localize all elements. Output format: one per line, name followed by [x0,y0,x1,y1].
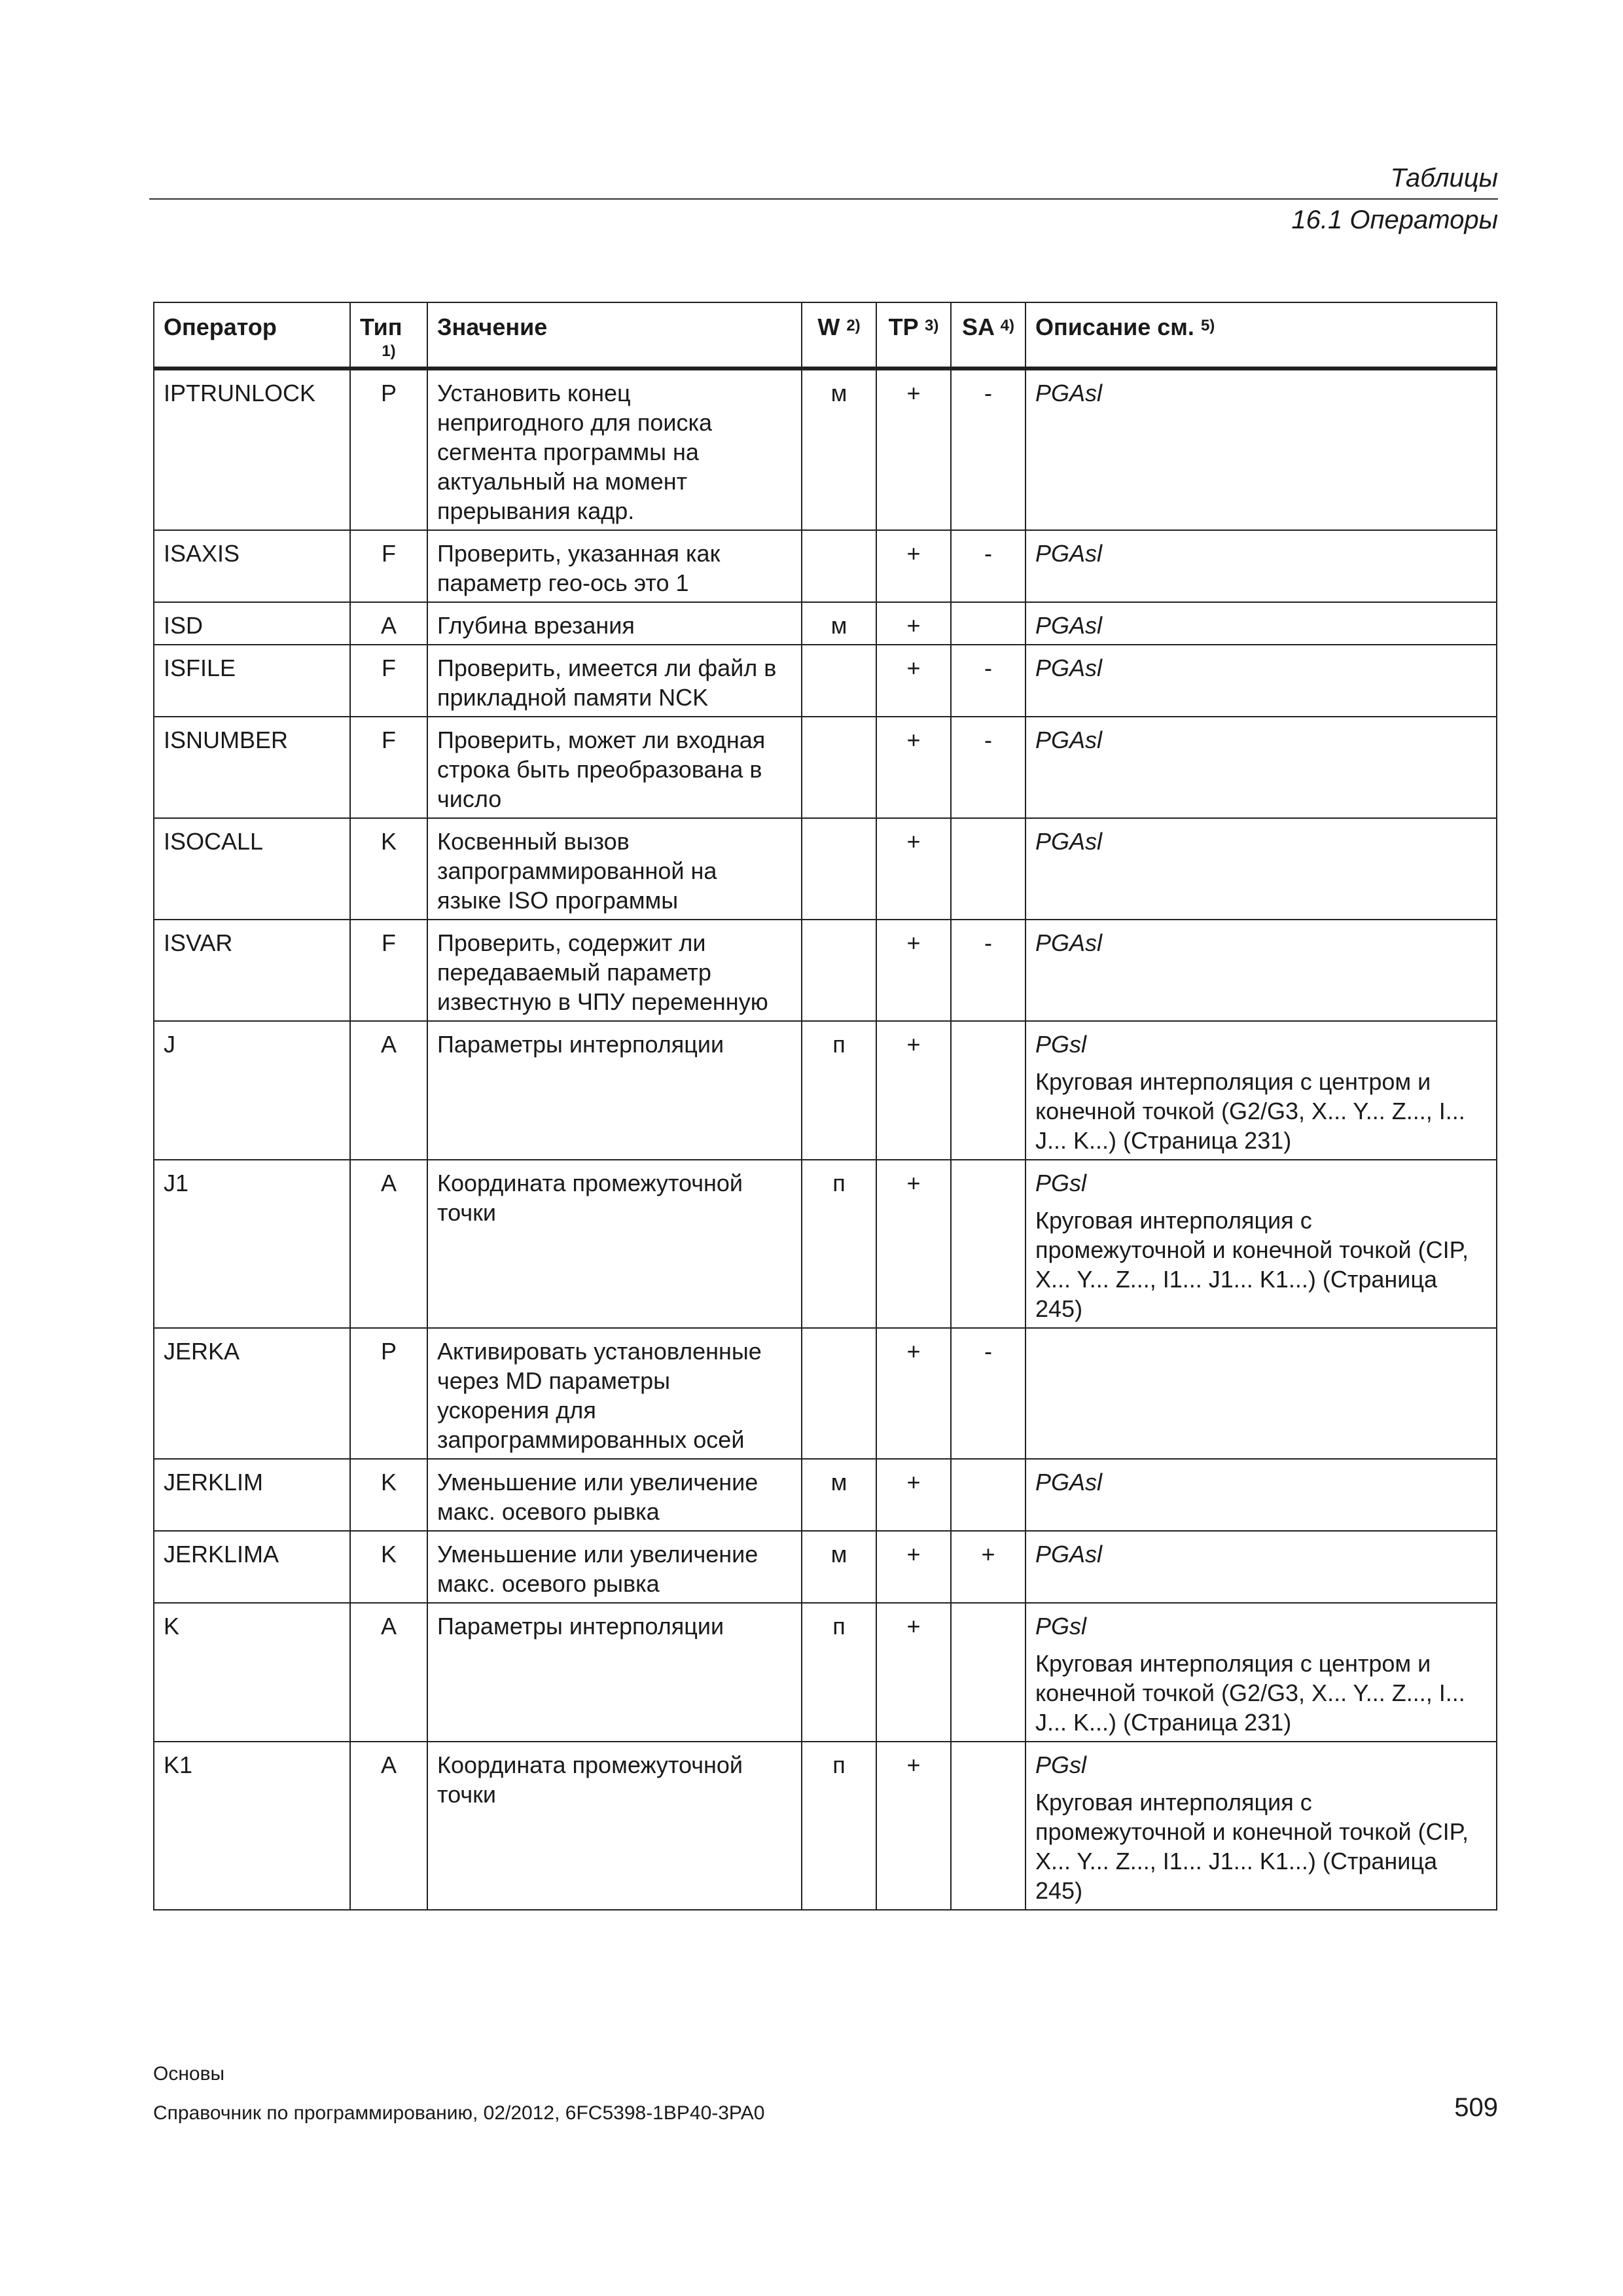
cell-meaning: Координата промежуточной точки [427,1160,802,1328]
doc-reference: PGAsl [1035,1469,1103,1496]
cell-type: F [350,645,427,717]
col-header-operator: Оператор [154,302,350,368]
doc-reference: PGAsl [1035,380,1103,406]
cell-operator: J [154,1021,350,1160]
cell-sa [951,1742,1026,1910]
footer-book-subtitle: Справочник по программированию, 02/2012, 6FC5398-1BP40-3PA0 [153,2102,765,2124]
cell-meaning: Параметры интерполяции [427,1021,802,1160]
table-row [154,530,1497,602]
cell-description [1026,645,1497,717]
cell-sa: - [951,368,1026,530]
cell-w: м [802,1531,876,1603]
col-header-type: Тип 1) [350,302,427,368]
cell-type: P [350,368,427,530]
cell-sa [951,602,1026,645]
doc-reference: PGsl [1035,1613,1087,1640]
doc-reference: PGAsl [1035,828,1103,855]
doc-reference: PGAsl [1035,726,1103,753]
cell-meaning: Проверить, может ли входная строка быть преобразована в число [427,717,802,818]
cell-sa [951,818,1026,920]
table-row [154,1021,1497,1160]
col-header-meaning: Значение [427,302,802,368]
footnote-ref: 2) [846,317,861,334]
doc-reference: PGAsl [1035,612,1103,639]
cell-operator: ISOCALL [154,818,350,920]
cell-sa: - [951,920,1026,1021]
table-header-row [154,302,1497,368]
cell-w [802,1328,876,1459]
operators-table [153,302,1497,1910]
cell-sa [951,1603,1026,1742]
cell-type: A [350,1603,427,1742]
description-link[interactable]: Круговая интерполяция с центром и конечной точкой (G2/G3, X... Y... Z..., I... J... K...) (Страница 231) [1035,1650,1465,1736]
cell-description [1026,1459,1497,1531]
cell-w: м [802,368,876,530]
cell-type: P [350,1328,427,1459]
cell-tp: + [876,920,951,1021]
doc-reference: PGAsl [1035,655,1103,681]
cell-operator: JERKA [154,1328,350,1459]
cell-meaning: Косвенный вызов запрограммированной на языке ISO программы [427,818,802,920]
cell-type: A [350,1021,427,1160]
cell-description [1026,368,1497,530]
cell-w: м [802,602,876,645]
cell-w: п [802,1021,876,1160]
cell-meaning: Активировать установленные через MD параметры ускорения для запрограммированных осей [427,1328,802,1459]
table-row [154,920,1497,1021]
cell-operator: J1 [154,1160,350,1328]
cell-meaning: Координата промежуточной точки [427,1742,802,1910]
cell-operator: ISNUMBER [154,717,350,818]
footer-book-title: Основы [153,2063,225,2085]
footnote-ref: 1) [382,342,396,360]
footnote-ref: 4) [1000,317,1015,334]
cell-type: F [350,530,427,602]
cell-type: A [350,1160,427,1328]
cell-type: F [350,920,427,1021]
cell-description [1026,602,1497,645]
cell-meaning: Установить конец непригодного для поиска сегмента программы на актуальный на момент прерывания кадр. [427,368,802,530]
cell-w [802,920,876,1021]
cell-operator: K [154,1603,350,1742]
cell-type: A [350,1742,427,1910]
table-row [154,1603,1497,1742]
cell-w: п [802,1603,876,1742]
cell-sa [951,1459,1026,1531]
doc-reference: PGsl [1035,1170,1087,1196]
cell-operator: ISFILE [154,645,350,717]
cell-type: F [350,717,427,818]
cell-sa: - [951,645,1026,717]
table-row [154,1742,1497,1910]
cell-tp: + [876,1160,951,1328]
cell-type: A [350,602,427,645]
cell-meaning: Уменьшение или увеличение макс. осевого рывка [427,1459,802,1531]
cell-tp: + [876,602,951,645]
cell-w: п [802,1742,876,1910]
cell-w [802,717,876,818]
cell-tp: + [876,1531,951,1603]
cell-description [1026,1021,1497,1160]
cell-description [1026,530,1497,602]
cell-sa [951,1160,1026,1328]
doc-reference: PGsl [1035,1751,1087,1778]
subsection-title: 16.1 Операторы [1291,206,1498,234]
cell-description [1026,717,1497,818]
cell-tp: + [876,1328,951,1459]
footnote-ref: 5) [1200,317,1215,334]
description-link[interactable]: Круговая интерполяция с промежуточной и конечной точкой (CIP, X... Y... Z..., I1... J1... K1...) (Страница 245) [1035,1207,1469,1322]
cell-operator: JERKLIMA [154,1531,350,1603]
cell-sa: - [951,717,1026,818]
cell-meaning: Проверить, имеется ли файл в прикладной памяти NCK [427,645,802,717]
description-link[interactable]: Круговая интерполяция с промежуточной и конечной точкой (CIP, X... Y... Z..., I1... J1... K1...) (Страница 245) [1035,1789,1469,1904]
cell-tp: + [876,1603,951,1742]
cell-sa [951,1021,1026,1160]
cell-sa: + [951,1531,1026,1603]
cell-description [1026,920,1497,1021]
cell-description [1026,818,1497,920]
cell-w: п [802,1160,876,1328]
cell-description [1026,1742,1497,1910]
cell-meaning: Глубина врезания [427,602,802,645]
table-row [154,1160,1497,1328]
table-row [154,368,1497,530]
cell-type: K [350,818,427,920]
doc-reference: PGAsl [1035,929,1103,956]
cell-tp: + [876,818,951,920]
section-title: Таблицы [1390,164,1498,192]
cell-description [1026,1603,1497,1742]
doc-reference: PGAsl [1035,1541,1103,1568]
cell-operator: IPTRUNLOCK [154,368,350,530]
cell-description [1026,1160,1497,1328]
page-number: 509 [1454,2093,1498,2122]
cell-sa: - [951,1328,1026,1459]
header-rule [149,198,1498,200]
table-row [154,1531,1497,1603]
cell-operator: K1 [154,1742,350,1910]
cell-operator: JERKLIM [154,1459,350,1531]
cell-operator: ISAXIS [154,530,350,602]
cell-w [802,818,876,920]
table-row [154,1328,1497,1459]
table-row [154,645,1497,717]
col-header-description: Описание см. $^{5)}$ [1026,302,1497,368]
cell-operator: ISVAR [154,920,350,1021]
cell-tp: + [876,530,951,602]
cell-tp: + [876,1742,951,1910]
col-header-tp: TP $^{3)}$ [876,302,951,368]
table-row [154,1459,1497,1531]
table-row [154,818,1497,920]
cell-w: м [802,1459,876,1531]
doc-reference: PGAsl [1035,540,1103,567]
cell-sa: - [951,530,1026,602]
cell-meaning: Параметры интерполяции [427,1603,802,1742]
cell-type: K [350,1459,427,1531]
cell-meaning: Проверить, указанная как параметр гео-ось это 1 [427,530,802,602]
description-link[interactable]: Круговая интерполяция с центром и конечной точкой (G2/G3, X... Y... Z..., I... J... K...) (Страница 231) [1035,1068,1465,1154]
cell-operator: ISD [154,602,350,645]
table-row [154,717,1497,818]
cell-description [1026,1328,1497,1459]
cell-tp: + [876,368,951,530]
cell-meaning: Проверить, содержит ли передаваемый параметр известную в ЧПУ переменную [427,920,802,1021]
cell-type: K [350,1531,427,1603]
col-header-sa: SA $^{4)}$ [951,302,1026,368]
cell-w [802,530,876,602]
table-row [154,602,1497,645]
cell-tp: + [876,717,951,818]
cell-w [802,645,876,717]
cell-tp: + [876,645,951,717]
cell-tp: + [876,1021,951,1160]
doc-reference: PGsl [1035,1031,1087,1058]
cell-meaning: Уменьшение или увеличение макс. осевого рывка [427,1531,802,1603]
cell-tp: + [876,1459,951,1531]
cell-description [1026,1531,1497,1603]
footnote-ref: 3) [925,317,939,334]
col-header-w: W $^{2)}$ [802,302,876,368]
